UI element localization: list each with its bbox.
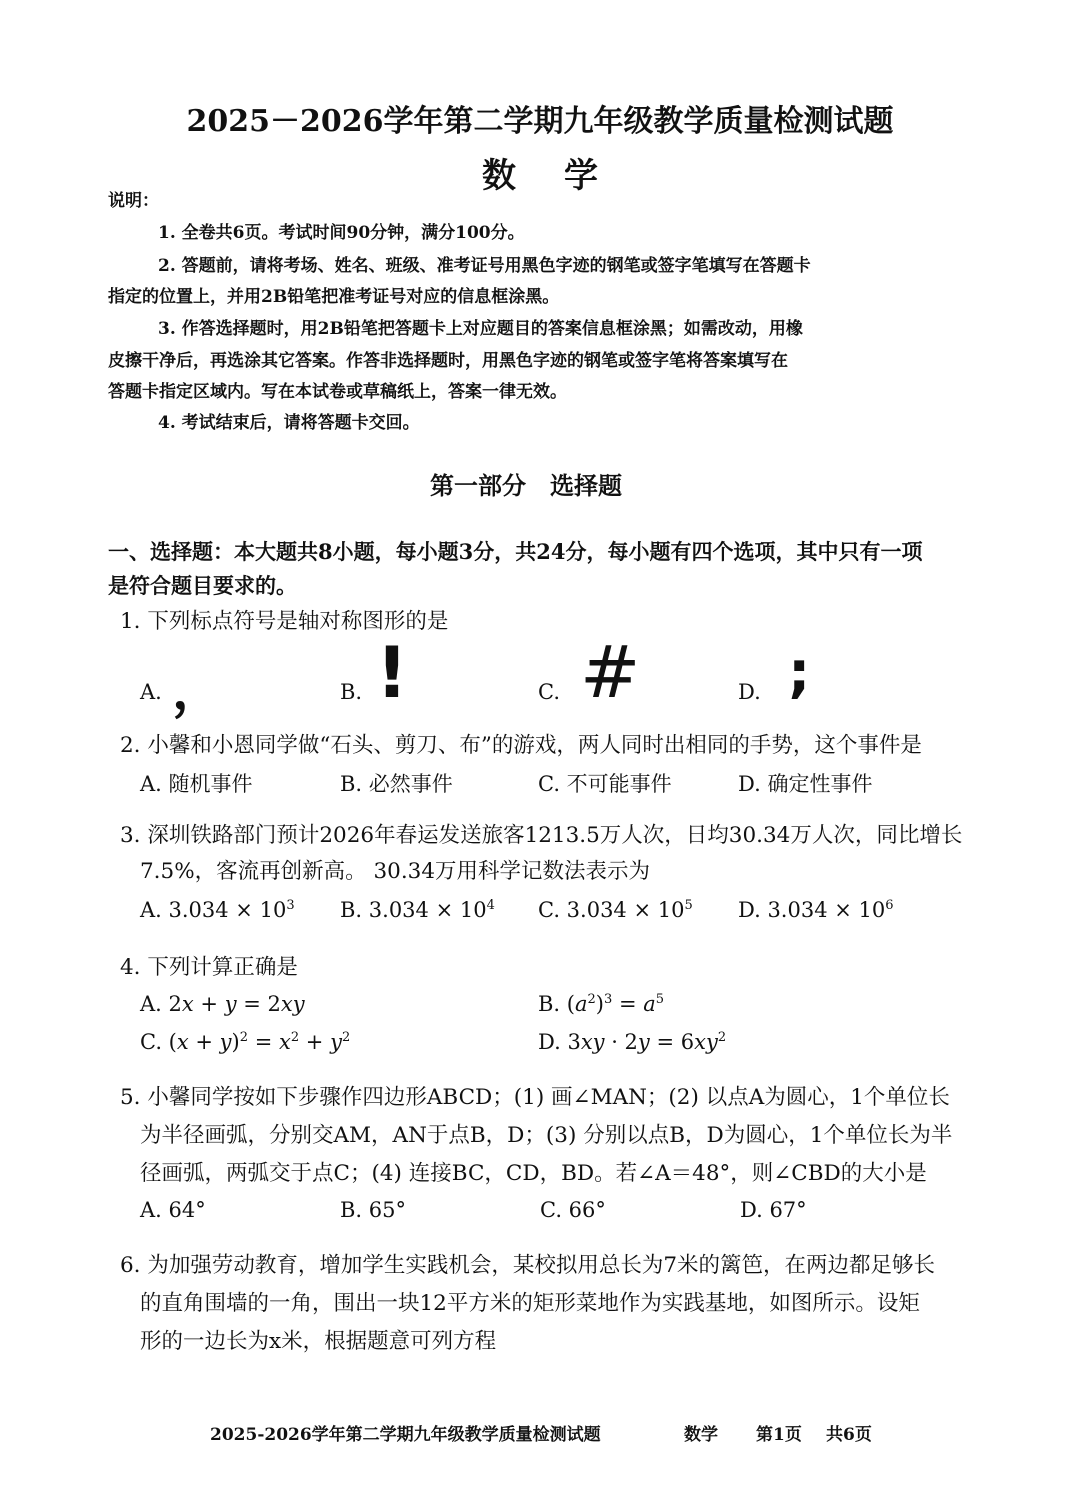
option-label: C. <box>538 680 560 704</box>
question-6-line: 6. 为加强劳动教育，增加学生实践机会，某校拟用总长为7米的篱笆，在两边都足够长 <box>120 1253 936 1278</box>
option-label: B. <box>538 992 561 1016</box>
exponent: 3 <box>286 898 295 913</box>
section-heading: 是符合题目要求的。 <box>108 573 297 598</box>
q4-option-d[interactable]: D. $3xy \cdot 2y = 6xy^2$ <box>538 1030 727 1054</box>
instruction-line: 3. 作答选择题时，用2B铅笔把答题卡上对应题目的答案信息框涂黑；如需改动，用橡 <box>158 319 803 339</box>
exponent: 6 <box>885 898 894 913</box>
hash-symbol: # <box>580 630 641 714</box>
option-text: D. 3.034 × 10 <box>738 898 886 922</box>
q5-option-d[interactable]: D. 67° <box>740 1198 807 1222</box>
question-6-line: 的直角围墙的一角，围出一块12平方米的矩形菜地作为实践基地，如图所示。设矩 <box>140 1291 920 1316</box>
option-text: B. 3.034 × 10 <box>340 898 487 922</box>
footer-page-number: 第1页 <box>756 1425 802 1445</box>
subject-title: 数学 <box>482 156 646 196</box>
question-4-stem: 4. 下列计算正确是 <box>120 955 298 980</box>
q4-option-b[interactable]: B. $(a^2)^3 = a^5$ <box>538 992 665 1016</box>
q3-option-c[interactable] <box>538 898 693 922</box>
q5-option-c[interactable]: C. 66° <box>540 1198 606 1222</box>
q1-option-d[interactable] <box>738 680 761 704</box>
instruction-line: 2. 答题前，请将考场、姓名、班级、准考证号用黑色字迹的钢笔或签字笔填写在答题卡 <box>158 256 811 276</box>
option-label: B. <box>340 680 363 704</box>
q5-option-a[interactable]: A. 64° <box>140 1198 206 1222</box>
option-label: A. <box>140 992 162 1016</box>
semicolon-symbol: ; <box>788 640 811 705</box>
exponent: 4 <box>486 898 495 913</box>
q1-option-b[interactable] <box>340 680 362 704</box>
q1-option-a[interactable] <box>140 680 162 704</box>
option-label: A. <box>140 680 162 704</box>
footer-title: 2025-2026学年第二学期九年级教学质量检测试题 <box>210 1425 601 1445</box>
question-1-stem: 1. 下列标点符号是轴对称图形的是 <box>120 609 449 634</box>
instruction-line: 皮擦干净后，再选涂其它答案。作答非选择题时，用黑色字迹的钢笔或签字笔将答案填写在 <box>108 351 788 371</box>
q5-option-b[interactable]: B. 65° <box>340 1198 407 1222</box>
footer-total-pages: 共6页 <box>826 1425 872 1445</box>
footer-subject: 数学 <box>684 1425 718 1445</box>
question-5-line: 5. 小馨同学按如下步骤作四边形ABCD；(1) 画∠MAN；(2) 以点A为圆心，1个单位长 <box>120 1085 950 1110</box>
question-3-line: 7.5%，客流再创新高。 30.34万用科学记数法表示为 <box>140 859 651 884</box>
q4-option-a[interactable]: A. 2x + y = 2xy <box>140 992 305 1016</box>
part-title: 第一部分 选择题 <box>430 471 622 500</box>
question-5-line: 径画弧，两弧交于点C；(4) 连接BC，CD，BD。若∠A＝48°，则∠CBD的大小是 <box>140 1161 927 1186</box>
option-text: C. 3.034 × 10 <box>538 898 685 922</box>
q3-option-a[interactable] <box>140 898 295 922</box>
option-label: D. <box>538 1030 561 1054</box>
option-label: C. <box>140 1030 162 1054</box>
question-3-line: 3. 深圳铁路部门预计2026年春运发送旅客1213.5万人次，日均30.34万人次，同比增长 <box>120 823 963 848</box>
exam-title: 2025－2026学年第二学期九年级教学质量检测试题 <box>186 104 894 139</box>
instruction-line: 4. 考试结束后，请将答题卡交回。 <box>158 413 420 433</box>
section-heading: 一、选择题：本大题共8小题，每小题3分，共24分，每小题有四个选项，其中只有一项 <box>108 539 923 564</box>
q3-option-b[interactable] <box>340 898 495 922</box>
q2-option-b[interactable]: B. 必然事件 <box>340 772 453 796</box>
option-text: A. 3.034 × 10 <box>140 898 287 922</box>
q1-option-c[interactable] <box>538 680 560 704</box>
question-6-line: 形的一边长为x米，根据题意可列方程 <box>140 1329 497 1354</box>
q2-option-c[interactable]: C. 不可能事件 <box>538 772 672 796</box>
q2-option-d[interactable]: D. 确定性事件 <box>738 772 873 796</box>
q2-option-a[interactable]: A. 随机事件 <box>140 772 253 796</box>
comma-symbol: ， <box>172 661 225 721</box>
q3-option-d[interactable] <box>738 898 894 922</box>
option-label: D. <box>738 680 761 704</box>
instruction-line: 答题卡指定区域内。写在本试卷或草稿纸上，答案一律无效。 <box>108 382 567 402</box>
q4-option-c[interactable]: C. $(x + y)^2 = x^2 + y^2$ <box>140 1030 351 1054</box>
question-5-line: 为半径画弧，分别交AM，AN于点B，D；(3) 分别以点B，D为圆心，1个单位长为半 <box>140 1123 953 1148</box>
exclamation-symbol: ! <box>376 632 408 714</box>
question-2-stem: 2. 小馨和小恩同学做“石头、剪刀、布”的游戏，两人同时出相同的手势，这个事件是 <box>120 733 922 758</box>
instructions-heading: 说明： <box>108 191 159 211</box>
instruction-line: 1. 全卷共6页。考试时间90分钟，满分100分。 <box>158 223 525 243</box>
exponent: 5 <box>684 898 693 913</box>
instruction-line: 指定的位置上，并用2B铅笔把准考证号对应的信息框涂黑。 <box>108 287 560 307</box>
